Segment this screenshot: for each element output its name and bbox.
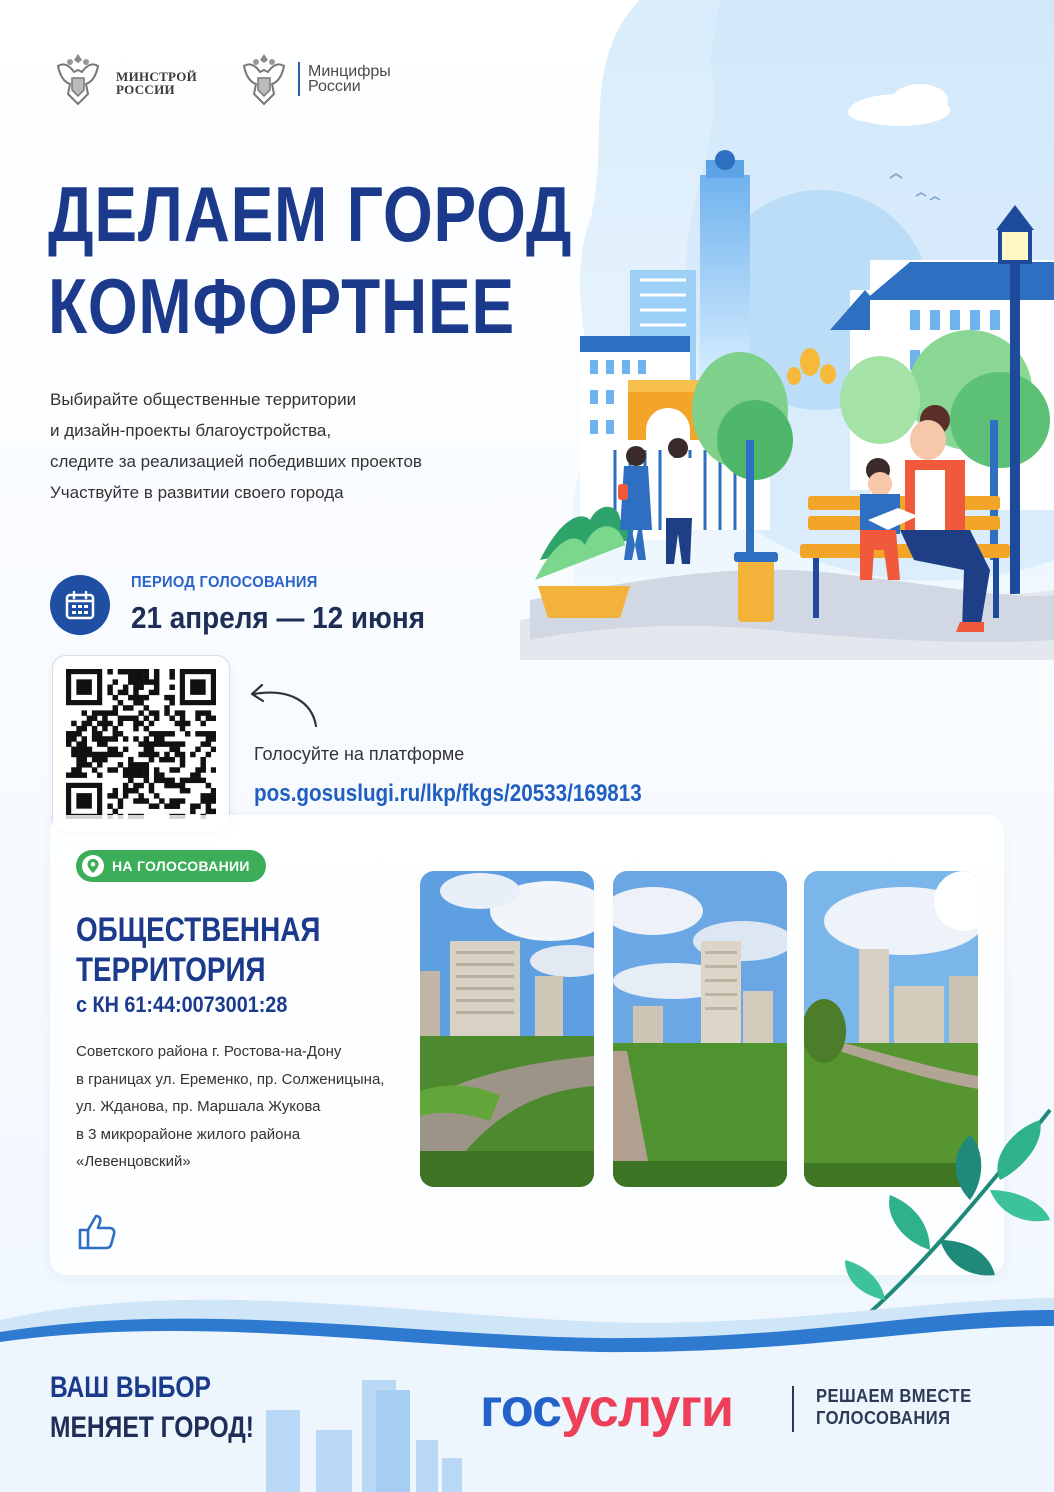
territory-photo[interactable] — [420, 871, 594, 1187]
tagline-line-2: ГОЛОСОВАНИЯ — [816, 1408, 951, 1428]
territory-address — [76, 1038, 416, 1176]
gosuslugi-tagline — [816, 1385, 972, 1429]
emblem-icon — [236, 48, 292, 110]
title-line-2: КОМФОРТНЕЕ — [48, 262, 516, 350]
intro-line-3: следите за реализацией победивших проектов — [50, 452, 422, 471]
vote-link[interactable]: pos.gosuslugi.ru/lkp/fkgs/20533/169813 — [254, 780, 642, 807]
footer-divider — [792, 1386, 794, 1432]
territory-photo[interactable] — [613, 871, 787, 1187]
qr-code-image — [66, 669, 216, 819]
address-line: в 3 микрорайоне жилого района — [76, 1125, 301, 1143]
city-silhouette — [266, 1380, 466, 1492]
gosuslugi-logo-part1: гос — [480, 1378, 562, 1438]
calendar-icon — [64, 589, 96, 621]
footer-slogan — [50, 1368, 254, 1448]
page-title — [48, 168, 573, 352]
address-line: «Левенцовский» — [76, 1153, 191, 1170]
emblem-icon — [50, 48, 106, 110]
status-badge — [76, 850, 266, 882]
voting-period-dates: 21 апреля — 12 июня — [131, 600, 426, 635]
status-badge-label: НА ГОЛОСОВАНИИ — [112, 858, 250, 874]
vote-platform-text: Голосуйте на платформе — [254, 744, 465, 764]
qr-code[interactable] — [52, 655, 230, 833]
territory-title: ОБЩЕСТВЕННАЯ ТЕРРИТОРИЯ — [76, 911, 321, 989]
territory-cadastral-number: с КН 61:44:0073001:28 — [76, 992, 288, 1017]
thumbs-up-icon[interactable] — [76, 1212, 118, 1252]
address-line: Советского района г. Ростова-на-Дону — [76, 1043, 342, 1060]
intro-line-2: и дизайн-проекты благоустройства, — [50, 421, 332, 440]
intro-line-4: Участвуйте в развитии своего города — [50, 483, 344, 502]
slogan-line-2: МЕНЯЕТ ГОРОД! — [50, 1411, 254, 1444]
title-line-1: ДЕЛАЕМ ГОРОД — [48, 170, 573, 258]
address-line: ул. Жданова, пр. Маршала Жукова — [76, 1098, 321, 1115]
calendar-badge — [50, 575, 110, 635]
mincifry-logo — [236, 48, 391, 110]
gosuslugi-logo — [480, 1378, 733, 1438]
minstroy-logo — [50, 48, 197, 110]
arrow-icon — [244, 678, 324, 730]
intro-text — [50, 384, 520, 508]
logo-divider — [298, 62, 300, 96]
slogan-line-1: ВАШ ВЫБОР — [50, 1371, 211, 1404]
address-line: в границах ул. Еременко, пр. Солженицына, — [76, 1070, 385, 1088]
mincifry-name: Минцифры России — [308, 63, 391, 95]
tagline-line-1: РЕШАЕМ ВМЕСТЕ — [816, 1386, 972, 1406]
pin-icon — [82, 855, 104, 877]
minstroy-name: МИНСТРОЙ РОССИИ — [116, 69, 198, 97]
city-park-illustration — [520, 0, 1054, 660]
gosuslugi-logo-part2: услуги — [561, 1378, 734, 1438]
voting-period-label: ПЕРИОД ГОЛОСОВАНИЯ — [131, 574, 318, 591]
intro-line-1: Выбирайте общественные территории — [50, 390, 357, 409]
